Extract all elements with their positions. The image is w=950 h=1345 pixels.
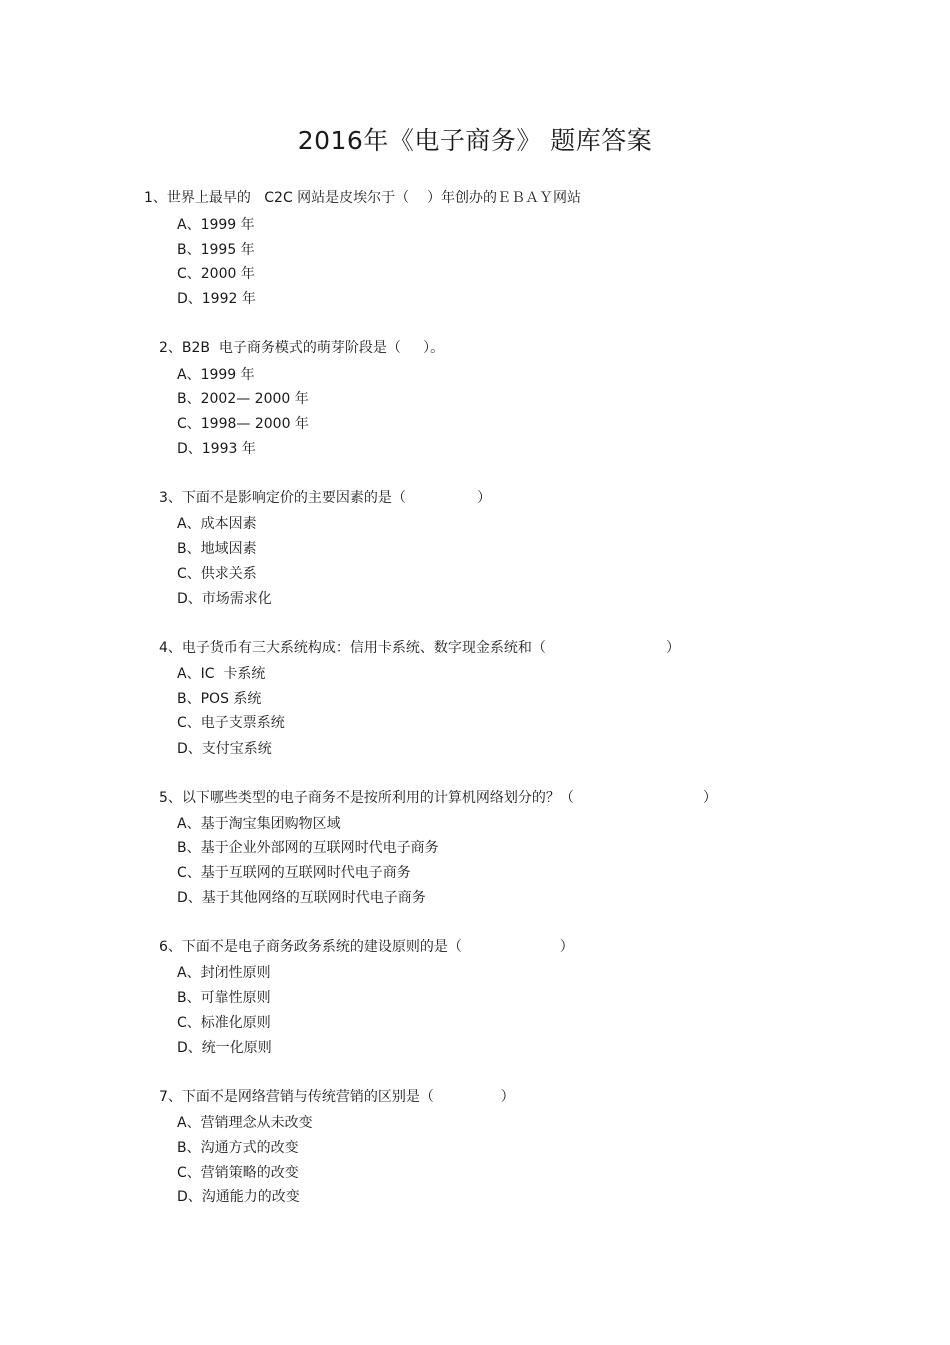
option-c: C、供求关系 <box>177 566 257 582</box>
option-d: D、1992 年 <box>177 291 256 307</box>
question-stem: 4、电子货币有三大系统构成：信用卡系统、数字现金系统和（ ） <box>159 640 681 656</box>
option-d: D、1993 年 <box>177 441 256 457</box>
question-stem: 5、以下哪些类型的电子商务不是按所利用的计算机网络划分的？（ ） <box>159 790 717 806</box>
option-c: C、2000 年 <box>177 266 255 282</box>
option-b: B、地域因素 <box>177 541 257 557</box>
option-d: D、沟通能力的改变 <box>177 1189 300 1205</box>
question-stem: 7、下面不是网络营销与传统营销的区别是（ ） <box>159 1089 515 1105</box>
question-stem: 1、世界上最早的 C2C 网站是皮埃尔于（ ）年创办的ＥＢＡＹ网站 <box>144 190 581 206</box>
option-a: A、IC 卡系统 <box>177 666 266 682</box>
option-d: D、市场需求化 <box>177 591 272 607</box>
option-c: C、电子支票系统 <box>177 715 285 731</box>
option-c: C、基于互联网的互联网时代电子商务 <box>177 865 411 881</box>
option-a: A、1999 年 <box>177 367 255 383</box>
question-stem: 2、B2B 电子商务模式的萌芽阶段是（ ）。 <box>159 340 445 356</box>
option-a: A、营销理念从未改变 <box>177 1115 313 1131</box>
option-a: A、基于淘宝集团购物区域 <box>177 816 341 832</box>
question-stem: 3、下面不是影响定价的主要因素的是（ ） <box>159 490 492 506</box>
option-c: C、1998— 2000 年 <box>177 416 309 432</box>
option-c: C、营销策略的改变 <box>177 1165 299 1181</box>
option-d: D、支付宝系统 <box>177 741 272 757</box>
question-stem: 6、下面不是电子商务政务系统的建设原则的是（ ） <box>159 939 574 955</box>
option-d: D、统一化原则 <box>177 1040 272 1056</box>
page-title: 2016年《电子商务》 题库答案 <box>297 126 653 155</box>
option-d: D、基于其他网络的互联网时代电子商务 <box>177 890 426 906</box>
option-c: C、标准化原则 <box>177 1015 271 1031</box>
option-a: A、1999 年 <box>177 217 255 233</box>
option-b: B、POS 系统 <box>177 691 262 707</box>
option-b: B、2002— 2000 年 <box>177 391 309 407</box>
option-b: B、1995 年 <box>177 242 255 258</box>
option-b: B、可靠性原则 <box>177 990 271 1006</box>
option-b: B、沟通方式的改变 <box>177 1140 299 1156</box>
option-a: A、封闭性原则 <box>177 965 271 981</box>
option-b: B、基于企业外部网的互联网时代电子商务 <box>177 840 439 856</box>
option-a: A、成本因素 <box>177 516 257 532</box>
